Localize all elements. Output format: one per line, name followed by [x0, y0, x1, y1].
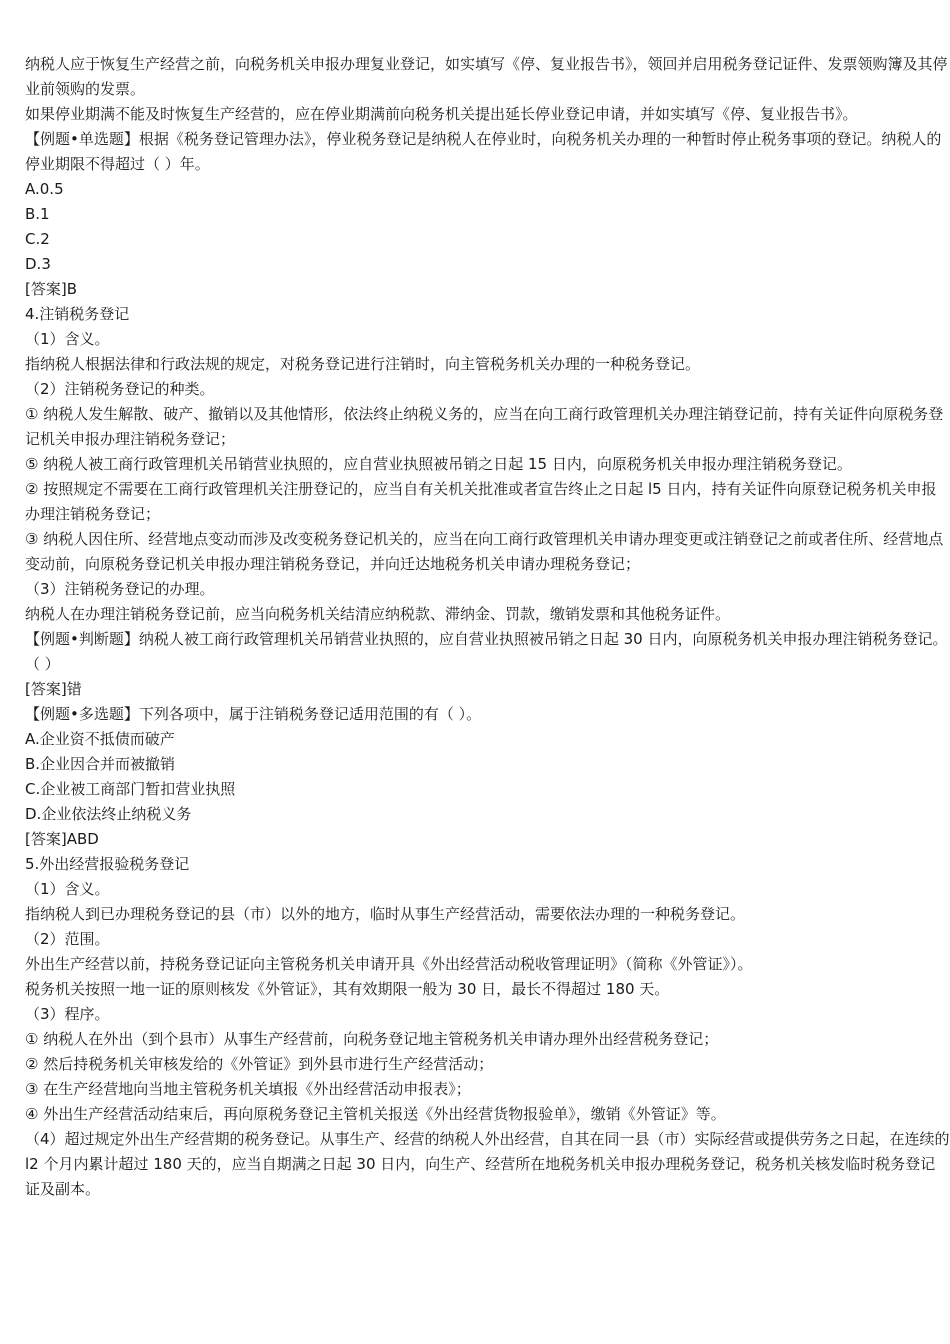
example-question: 【例题•单选题】根据《税务登记管理办法》，停业税务登记是纳税人在停业时，向税务机关办理的一种暂时停止税务事项的登记。纳税人的停业期限不得超过（ ）年。 — [25, 130, 942, 173]
section-heading: 4.注销税务登记 — [25, 305, 130, 323]
document-body — [25, 52, 950, 1202]
option-d: D.3 — [25, 255, 51, 273]
example-question: 【例题•判断题】纳税人被工商行政管理机关吊销营业执照的，应自营业执照被吊销之日起 30 日内，向原税务机关申报办理注销税务登记。（ ） — [25, 630, 948, 673]
list-item: ① 纳税人发生解散、破产、撤销以及其他情形，依法终止纳税义务的，应当在向工商行政管理机关办理注销登记前，持有关证件向原税务登记机关申报办理注销税务登记； — [25, 405, 944, 448]
list-item: ② 按照规定不需要在工商行政管理机关注册登记的，应当自有关机关批准或者宣告终止之日起 l5 日内，持有关证件向原登记税务机关申报办理注销税务登记； — [25, 480, 937, 523]
list-item: ③ 在生产经营地向当地主管税务机关填报《外出经营活动申报表》； — [25, 1080, 471, 1098]
list-item: ⑤ 纳税人被工商行政管理机关吊销营业执照的，应自营业执照被吊销之日起 15 日内，向原税务机关申报办理注销税务登记。 — [25, 455, 852, 473]
paragraph: 税务机关按照一地一证的原则核发《外管证》，其有效期限一般为 30 日，最长不得超过 180 天。 — [25, 980, 670, 998]
option-b: B.企业因合并而被撤销 — [25, 755, 176, 773]
list-item: ② 然后持税务机关审核发给的《外管证》到外县市进行生产经营活动； — [25, 1055, 494, 1073]
subheading: （3）注销税务登记的办理。 — [25, 580, 215, 598]
answer: [答案]ABD — [25, 830, 99, 848]
subheading: （2）范围。 — [25, 930, 110, 948]
subheading: （2）注销税务登记的种类。 — [25, 380, 215, 398]
option-d: D.企业依法终止纳税义务 — [25, 805, 192, 823]
list-item: ③ 纳税人因住所、经营地点变动而涉及改变税务登记机关的，应当在向工商行政管理机关申请办理变更或注销登记之前或者住所、经营地点变动前，向原税务登记机关申报办理注销税务登记，并向迁达地税务机关申请办理税务登记； — [25, 530, 944, 573]
answer: [答案]错 — [25, 680, 82, 698]
subheading: （3）程序。 — [25, 1005, 110, 1023]
option-c: C.2 — [25, 230, 50, 248]
section-heading: 5.外出经营报验税务登记 — [25, 855, 190, 873]
paragraph: 指纳税人到已办理税务登记的县（市）以外的地方，临时从事生产经营活动，需要依法办理的一种税务登记。 — [25, 905, 746, 923]
list-item: ④ 外出生产经营活动结束后，再向原税务登记主管机关报送《外出经营货物报验单》，缴销《外管证》等。 — [25, 1105, 726, 1123]
answer: [答案]B — [25, 280, 77, 298]
paragraph: 纳税人在办理注销税务登记前，应当向税务机关结清应纳税款、滞纳金、罚款，缴销发票和其他税务证件。 — [25, 605, 731, 623]
subheading: （1）含义。 — [25, 330, 110, 348]
option-a: A.0.5 — [25, 180, 64, 198]
paragraph: 指纳税人根据法律和行政法规的规定，对税务登记进行注销时，向主管税务机关办理的一种税务登记。 — [25, 355, 701, 373]
option-c: C.企业被工商部门暂扣营业执照 — [25, 780, 236, 798]
option-a: A.企业资不抵债而破产 — [25, 730, 175, 748]
option-b: B.1 — [25, 205, 50, 223]
subheading: （1）含义。 — [25, 880, 110, 898]
paragraph: 外出生产经营以前，持税务登记证向主管税务机关申请开具《外出经营活动税收管理证明》（简称《外管证》）。 — [25, 955, 753, 973]
paragraph: （4）超过规定外出生产经营期的税务登记。从事生产、经营的纳税人外出经营，自其在同一县（市）实际经营或提供劳务之日起，在连续的 l2 个月内累计超过 180 天的，应当自期满之日起 30 日内，向生产、经营所在地税务机关申报办理税务登记，税务机关核发临时税务登记证及副本。 — [25, 1130, 950, 1198]
example-question: 【例题•多选题】下列各项中，属于注销税务登记适用范围的有（ ）。 — [25, 705, 482, 723]
paragraph: 如果停业期满不能及时恢复生产经营的，应在停业期满前向税务机关提出延长停业登记申请，并如实填写《停、复业报告书》。 — [25, 105, 858, 123]
paragraph: 纳税人应于恢复生产经营之前，向税务机关申报办理复业登记，如实填写《停、复业报告书》，领回并启用税务登记证件、发票领购簿及其停业前领购的发票。 — [25, 55, 948, 98]
list-item: ① 纳税人在外出（到个县市）从事生产经营前，向税务登记地主管税务机关申请办理外出经营税务登记； — [25, 1030, 719, 1048]
